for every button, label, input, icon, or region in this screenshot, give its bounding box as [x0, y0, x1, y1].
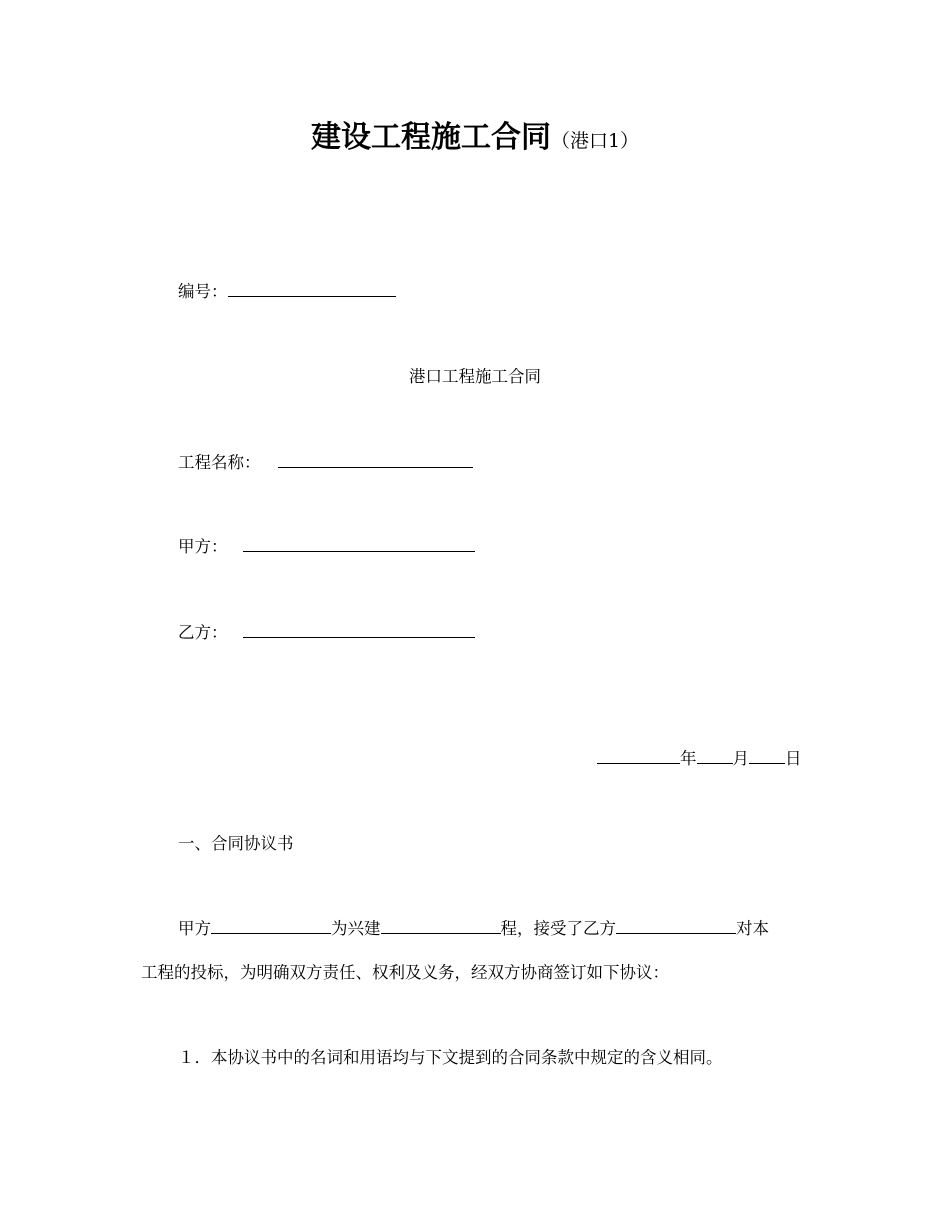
document-title	[0, 112, 950, 156]
section-heading: 一、合同协议书	[178, 834, 294, 853]
party-b-blank	[243, 619, 475, 638]
year-label: 年	[680, 749, 697, 768]
party-a-label: 甲方：	[178, 537, 228, 556]
para-part-b: 为兴建	[331, 919, 381, 938]
day-blank	[749, 745, 785, 764]
title-sub: （港口1）	[550, 130, 640, 152]
para-part-a: 甲方	[178, 919, 211, 938]
project-blank	[381, 915, 501, 934]
party-b-label: 乙方：	[178, 623, 228, 642]
party-a-name-blank	[211, 915, 331, 934]
number-row	[178, 278, 396, 302]
title-main: 建设工程施工合同	[310, 120, 551, 155]
project-name-row	[178, 449, 473, 473]
contract-name: 港口工程施工合同	[409, 367, 541, 386]
number-label: 编号：	[178, 282, 228, 301]
agreement-line-1	[178, 915, 769, 939]
agreement-item-1: １．本协议书中的名词和用语均与下文提到的合同条款中规定的含义相同。	[178, 1048, 723, 1067]
month-label: 月	[732, 749, 749, 768]
project-name-blank	[278, 449, 473, 468]
party-a-blank	[243, 533, 475, 552]
agreement-line-2: 工程的投标，为明确双方责任、权利及义务，经双方协商签订如下协议：	[141, 963, 669, 982]
party-b-name-blank	[616, 915, 736, 934]
day-label: 日	[785, 749, 802, 768]
month-blank	[697, 745, 733, 764]
party-b-row	[178, 619, 475, 643]
date-row	[597, 745, 802, 769]
para-part-d: 对本	[736, 919, 769, 938]
project-name-label: 工程名称：	[178, 453, 261, 472]
number-blank	[228, 278, 396, 297]
party-a-row	[178, 533, 475, 557]
para-part-c: 程，接受了乙方	[500, 919, 616, 938]
year-blank	[597, 745, 680, 764]
